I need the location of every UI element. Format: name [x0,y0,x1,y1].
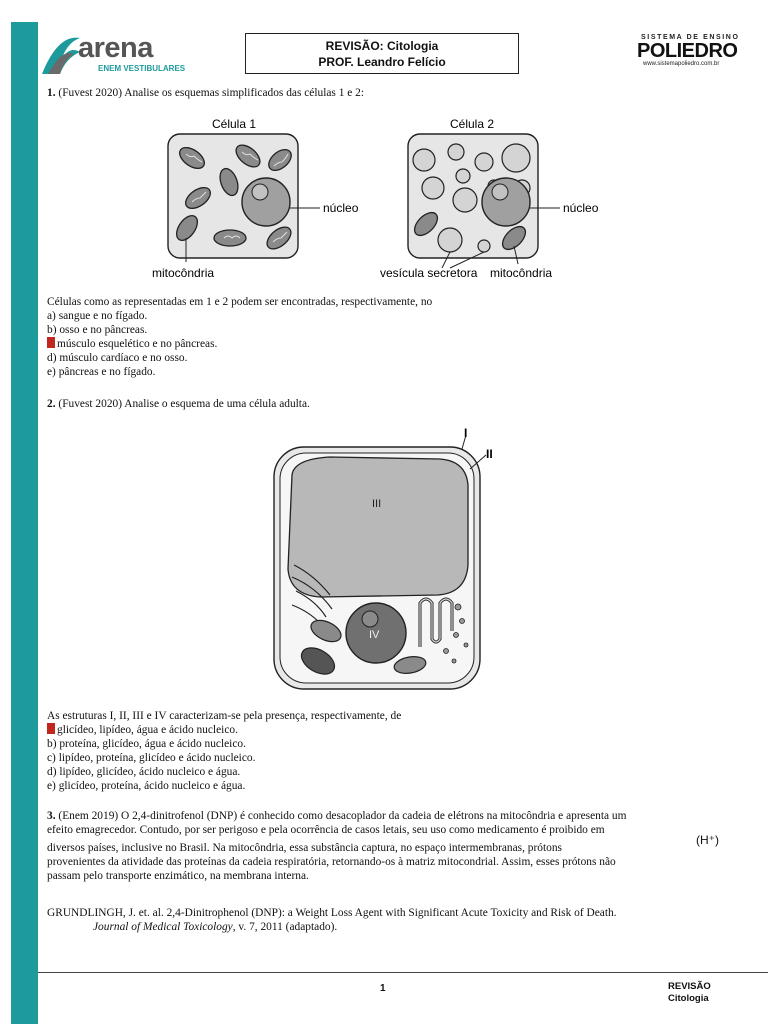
cell-2-nucleus [482,178,530,226]
vacuole [288,457,468,597]
question-2-body [47,709,401,793]
question-1-option-b[interactable]: b) osso e no pâncreas. [47,324,148,336]
footer-label-line-2: Citologia [668,993,709,1004]
poliedro-logo [637,34,742,74]
vesicle-label: vesícula secretora [380,266,478,280]
reference-journal: Journal of Medical Toxicology [93,921,233,933]
accent-sidebar [11,22,38,1024]
question-2-option-c[interactable]: c) lipídeo, proteína, glicídeo e ácido nucleico. [47,752,256,764]
header-teacher: PROF. Leandro Felício [318,55,446,69]
label-III: III [372,498,382,510]
question-1-option-d[interactable]: d) músculo cardíaco e no osso. [47,352,188,364]
question-2-text: (Fuvest 2020) Analise o esquema de uma célula adulta. [58,398,310,410]
label-IV: IV [369,629,380,641]
cell-2-label: Célula 2 [450,117,495,131]
cell-1-label: Célula 1 [212,117,257,131]
question-1-option-a[interactable]: a) sangue e no fígado. [47,310,148,322]
question-1-text: (Fuvest 2020) Analise os esquemas simplificados das células 1 e 2: [58,87,365,99]
question-1-body [47,295,432,379]
question-2-intro [47,397,310,411]
question-3-number: 3. [47,810,56,822]
question-3-line-5: passam pelo transporte enzimático, na membrana interna. [47,870,309,882]
question-2-stem: As estruturas I, II, III e IV caracterizam-se pela presença, respectivamente, de [47,710,402,722]
question-3-line-2: efeito emagrecedor. Contudo, por ser perigoso e pela ocorrência de casos letais, seu uso como medicamento é proibido em [47,824,605,836]
question-2-number: 2. [47,398,56,410]
question-3-line-1: 3. (Enem 2019) O 2,4-dinitrofenol (DNP) é conhecido como desacoplador da cadeia de elétrons na mitocôndria e apresenta um [47,810,627,822]
cell-1-nucleus-label: núcleo [323,201,359,215]
reference-line-1: GRUNDLINGH, J. et. al. 2,4-Dinitrophenol (DNP): a Weight Loss Agent with Significant Acute Toxicity and Risk of Death. [47,907,617,919]
question-3-line-3: diversos países, inclusive no Brasil. Na mitocôndria, essa substância captura, no espaço intermembranas, prótons (H⁺) [47,833,719,854]
question-2-option-a-text: glicídeo, lipídeo, água e ácido nucleico. [57,724,238,736]
arena-logo [40,28,200,78]
question-1-intro [47,86,364,100]
arena-logo-subtext: ENEM VESTIBULARES [98,64,186,73]
question-3-line-4: provenientes da atividade das proteínas da cadeia respiratória, retornando-os à matriz mitocondrial. Assim, esses prótons não [47,856,616,868]
question-3 [47,809,719,883]
cell-2-mitochondria-label: mitocôndria [490,266,553,280]
footer-label-line-1: REVISÃO [668,981,711,992]
header-title: REVISÃO: Citologia [325,39,439,53]
footer-divider [38,972,768,973]
question-2-figure [270,425,500,695]
question-1-number: 1. [47,87,56,99]
footer-label [668,981,711,1005]
question-3-reference [47,906,719,934]
cell-1-nucleus [242,178,290,226]
page-number: 1 [380,983,386,994]
header-title-box [245,33,519,74]
question-2-option-b[interactable]: b) proteína, glicídeo, água e ácido nucleico. [47,738,246,750]
question-2-option-e[interactable]: e) glicídeo, proteína, ácido nucleico e água. [47,780,246,792]
reference-line-2: Journal of Medical Toxicology, v. 7, 2011 (adaptado). [93,921,338,933]
question-1-stem: Células como as representadas em 1 e 2 podem ser encontradas, respectivamente, no [47,296,433,308]
question-1-option-c[interactable] [47,337,432,351]
question-1-figure [150,110,610,290]
question-2-option-a[interactable] [47,723,401,737]
cell-2-nucleus-label: núcleo [563,201,599,215]
question-2-option-d[interactable]: d) lipídeo, glicídeo, ácido nucleico e água. [47,766,241,778]
label-I: I [464,426,468,440]
answer-marker [47,723,55,734]
label-II: II [486,447,493,461]
question-1-option-e[interactable]: e) pâncreas e no fígado. [47,366,156,378]
cell-1-mitochondria-label: mitocôndria [152,266,215,280]
poliedro-logo-text: POLIEDRO [637,40,738,62]
arena-logo-text: arena [78,32,153,64]
poliedro-logo-url: www.sistemapoliedro.com.br [643,61,720,67]
proton-formula: (H⁺) [696,833,719,847]
poliedro-logo-top: SISTEMA DE ENSINO [641,34,740,41]
question-1-option-c-text: músculo esquelético e no pâncreas. [57,338,218,350]
answer-marker [47,337,55,348]
